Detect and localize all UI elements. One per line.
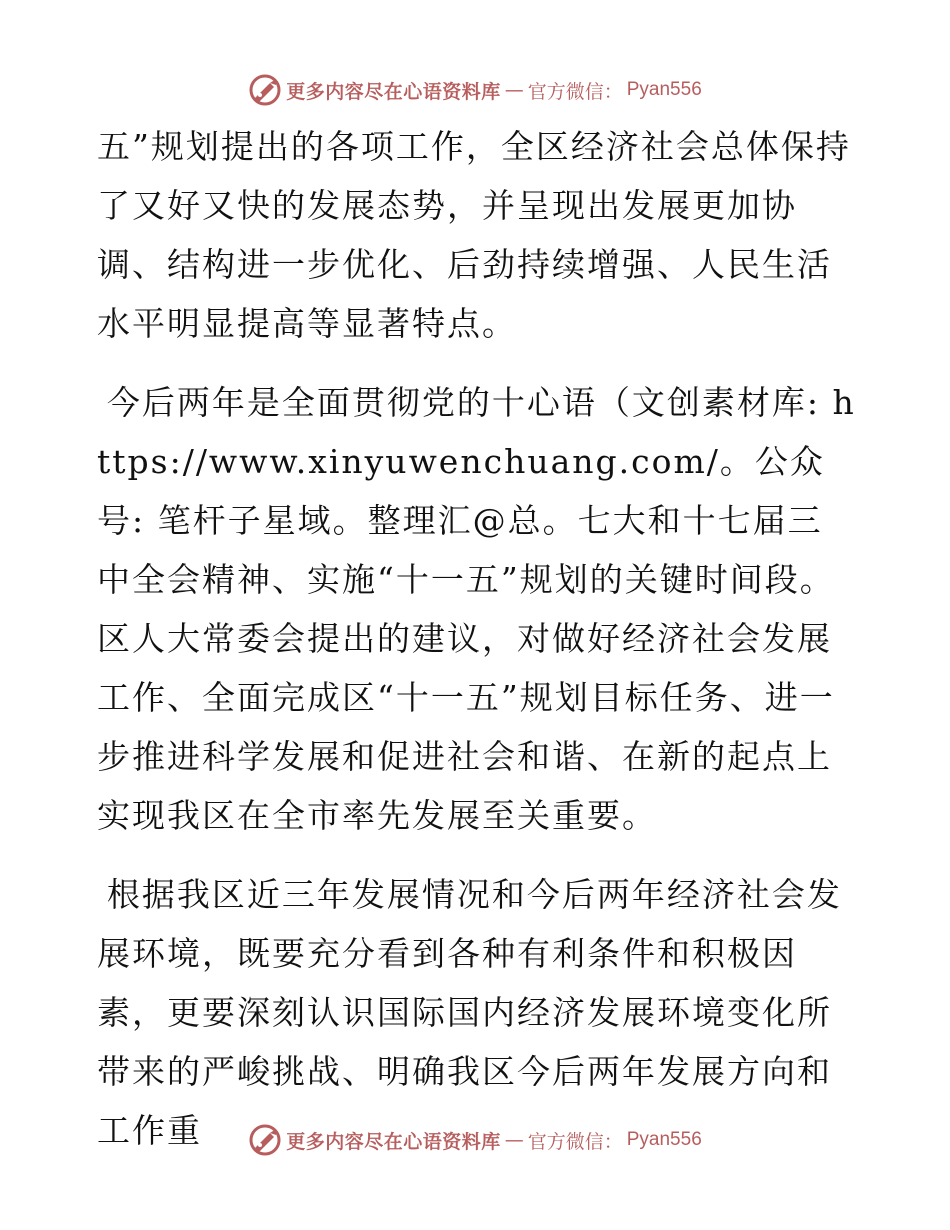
page-footer: [0, 1120, 950, 1160]
footer-watermark: [248, 1123, 702, 1157]
pen-logo-icon: [248, 73, 282, 107]
pen-logo-icon: [248, 1123, 282, 1157]
paragraph-2: 今后两年是全面贯彻党的十心语（文创素材库: https://www.xinyuwenchuang.com/。公众号: 笔杆子星域。整理汇@总。七大和十七届三中全会精神、实施“十一五”规划的关键时间段。区人大常委会提出的建议，对做好经济社会发展工作、全面完成区“十一五”规划目标任务、进一步推进科学发展和促进社会和谐、在新的起点上实现我区在全市率先发展至关重要。: [97, 383, 856, 835]
page-header: [0, 70, 950, 110]
paragraph-3: 根据我区近三年发展情况和今后两年经济社会发展环境，既要充分看到各种有利条件和积极因素，更要深刻认识国际国内经济发展环境变化所带来的严峻挑战、明确我区今后两年发展方向和工作重: [97, 875, 842, 1150]
footer-wechat-label: 官方微信：: [527, 1130, 623, 1153]
header-wechat-label: 官方微信：: [527, 80, 623, 103]
paragraph-1: 五”规划提出的各项工作，全区经济社会总体保持了又好又快的发展态势，并呈现出发展更加协调、结构进一步优化、后劲持续增强、人民生活水平明显提高等显著特点。: [97, 127, 851, 343]
header-brand-text: 更多内容尽在心语资料库: [286, 80, 501, 103]
footer-brand-text: 更多内容尽在心语资料库: [286, 1130, 501, 1153]
footer-wechat-id: Pyan556: [626, 1129, 702, 1150]
header-dash: —: [504, 79, 524, 101]
header-watermark: [248, 73, 702, 107]
footer-dash: —: [504, 1129, 524, 1151]
header-wechat-id: Pyan556: [626, 79, 702, 100]
document-body: [97, 117, 857, 1160]
